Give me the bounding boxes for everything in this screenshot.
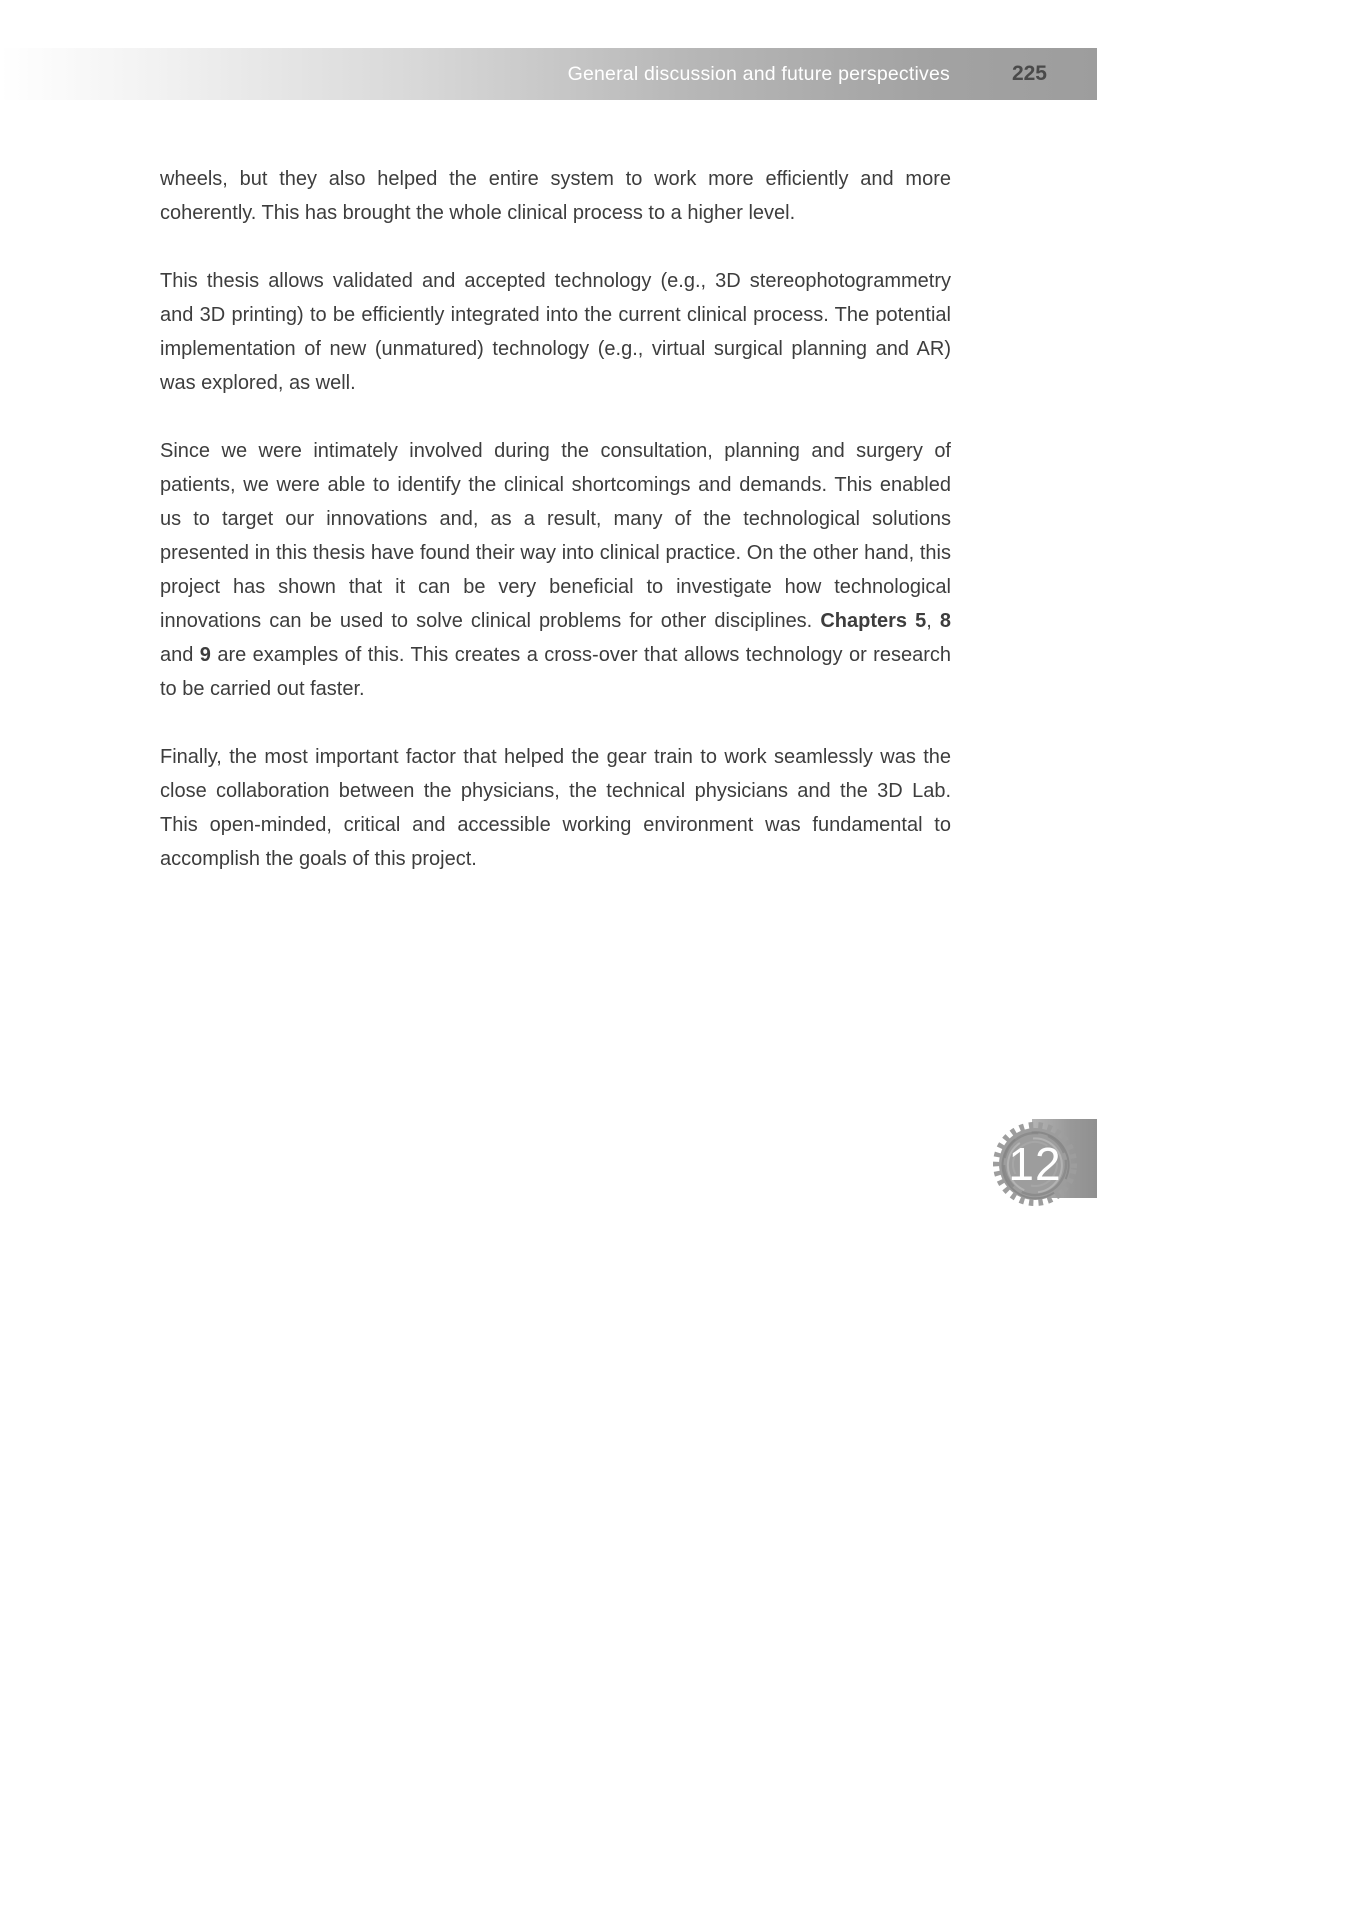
chapter-number: 12 bbox=[1008, 1138, 1062, 1190]
chapter-reference-bold: Chapters 5 bbox=[820, 610, 927, 632]
chapter-reference-bold: 9 bbox=[199, 644, 211, 666]
paragraph-4: Finally, the most important factor that helped the gear train to work seamlessly was the close collaboration between the physicians, the technical physicians and the 3D Lab. This open-minded, critical and accessible working environment was fundamental to accomplish the goals of this project. bbox=[160, 746, 951, 870]
page-content bbox=[160, 162, 951, 910]
paragraph-1: wheels, but they also helped the entire system to work more efficiently and more coherently. This has brought the whole clinical process to a higher level. bbox=[160, 168, 951, 224]
chapter-reference-bold: 8 bbox=[939, 610, 951, 632]
running-header-bar bbox=[0, 48, 1097, 100]
running-header-title: General discussion and future perspectives bbox=[567, 62, 950, 85]
paragraph-3-text: Since we were intimately involved during the consultation, planning and surgery of patients, we were able to identify the clinical shortcomings and demands. This enabled us to target our innovations and, as a result, many of the technological solutions presented in this thesis have found their way into clinical practice. On the other hand, this project has shown that it can be very beneficial to investigate how technological innovations can be used to solve clinical problems for other disciplines. bbox=[160, 440, 951, 632]
paragraph-3-text: are examples of this. This creates a cross-over that allows technology or research to be carried out faster. bbox=[160, 644, 951, 700]
paragraph-3 bbox=[160, 434, 951, 706]
chapter-gear-badge bbox=[987, 1116, 1083, 1212]
paragraph-3-text: and bbox=[160, 644, 200, 666]
paragraph-3-text: , bbox=[926, 610, 940, 632]
page-number: 225 bbox=[1011, 62, 1047, 85]
paragraph-2: This thesis allows validated and accepted technology (e.g., 3D stereophotogrammetry and 3D printing) to be efficiently integrated into the current clinical process. The potential implementation of new (unmatured) technology (e.g., virtual surgical planning and AR) was explored, as well. bbox=[160, 270, 951, 394]
